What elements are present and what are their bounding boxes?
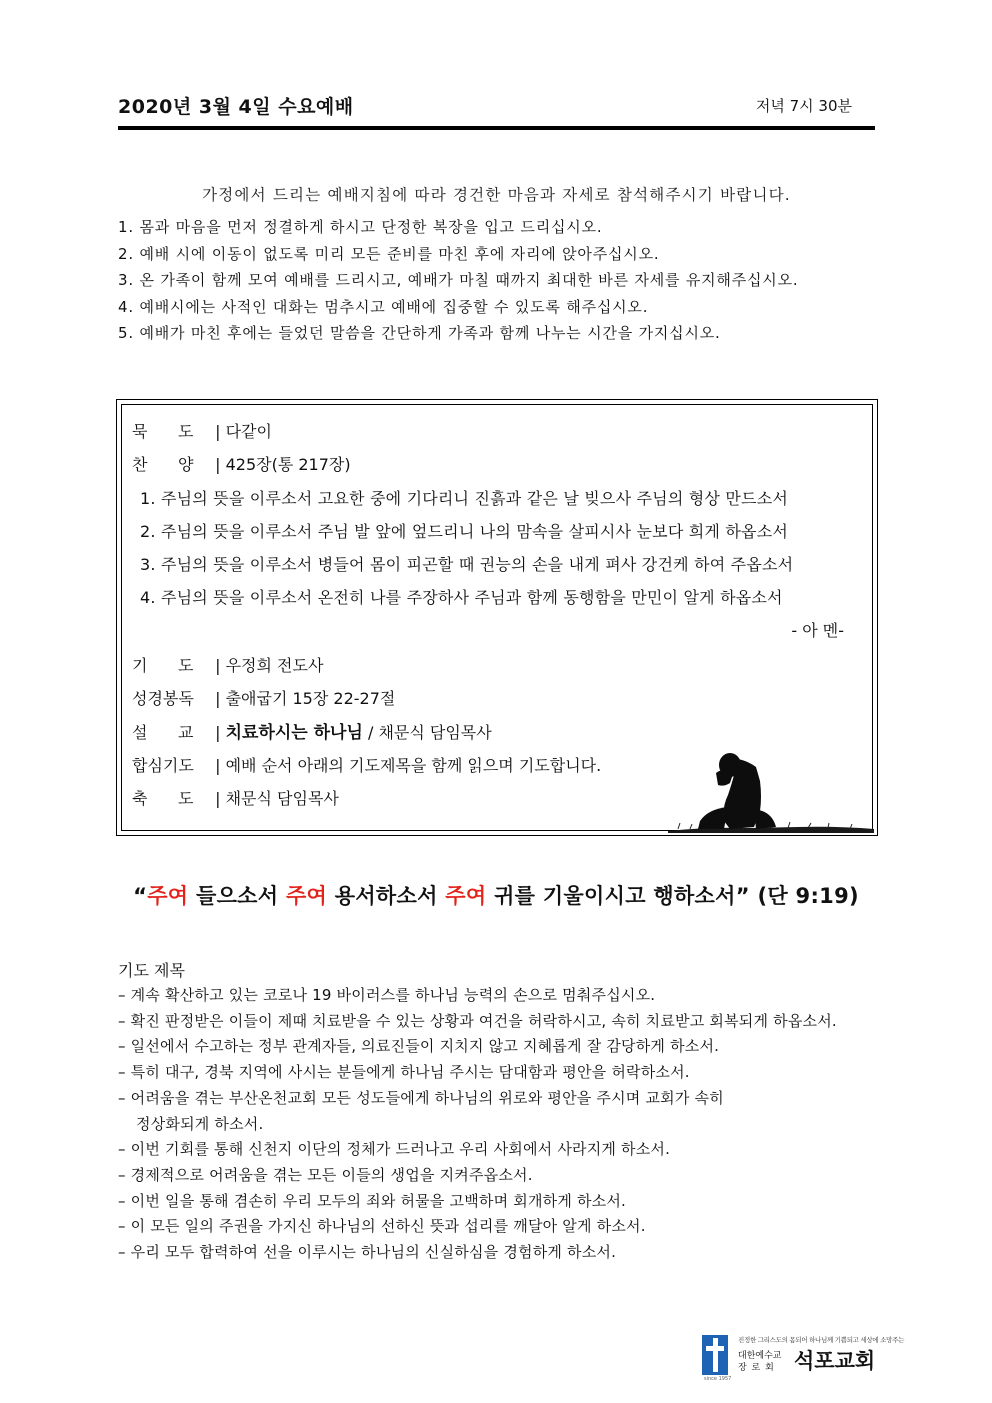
order-label: 합심기도 [132,756,194,775]
intro-text: 가정에서 드리는 예배지침에 따라 경건한 마음과 자세로 참석해주시기 바랍니다. [202,186,791,204]
order-separator: | [215,789,221,808]
order-unison [132,753,601,776]
amen: - 아 멘- [791,621,844,640]
scripture-verse [0,880,992,910]
worship-order-box [116,399,878,836]
order-value: 출애굽기 15장 22-27절 [225,689,396,708]
header-rule [118,126,875,130]
order-value: 다같이 [225,422,272,441]
hymn-lyric: 3. 주님의 뜻을 이루소서 병들어 몸이 피곤할 때 권능의 손을 내게 펴사 강건케 하여 주옵소서 [140,555,794,574]
guideline-item: 5. 예배가 마친 후에는 들었던 말씀을 간단하게 가족과 함께 나누는 시간을 가지십시오. [118,324,721,342]
order-prayer [132,653,323,676]
order-benediction [132,786,339,809]
kneeling-prayer-illustration [668,737,874,833]
order-hymn [132,452,351,475]
prayer-topic: – 확진 판정받은 이들이 제때 치료받을 수 있는 상황과 여건을 허락하시고, 속히 치료받고 회복되게 하옵소서. [118,1011,837,1030]
verse-text: 용서하소서 [327,884,446,908]
order-separator: | [215,455,221,474]
order-value: 우정희 전도사 [225,656,324,675]
order-label: 찬 양 [132,455,194,474]
guideline-list [118,214,878,347]
hymn-lyric: 4. 주님의 뜻을 이루소서 온전히 나를 주장하사 주님과 함께 동행함을 만민이 알게 하옵소서 [140,588,783,607]
logo-denomination: 대한예수교 [738,1351,782,1361]
prayer-topic-continued: 정상화되게 하소서. [136,1114,264,1133]
verse-text: 들으소서 [188,884,286,908]
prayer-topic: – 이번 일을 통해 겸손히 우리 모두의 죄와 허물을 고백하며 회개하게 하소서. [118,1191,627,1210]
prayer-topic: – 경제적으로 어려움을 겪는 모든 이들의 생업을 지켜주옵소서. [118,1165,533,1184]
order-separator: | [215,422,221,441]
order-value: 예배 순서 아래의 기도제목을 함께 읽으며 기도합니다. [225,756,602,775]
verse-open-quote: “ [133,884,148,908]
order-reading [132,686,395,709]
prayer-topic: – 특히 대구, 경북 지역에 사시는 분들에게 하나님 주시는 담대함과 평안을 허락하소서. [118,1063,690,1082]
hymn-lyric: 2. 주님의 뜻을 이루소서 주님 발 앞에 엎드리니 나의 맘속을 살피시사 눈보다 희게 하옵소서 [140,522,788,541]
logo-tagline: 진정한 그리스도의 몸되어 하나님께 기쁨되고 세상에 소망주는 [738,1336,905,1344]
verse-reference: (단 9:19) [749,884,859,908]
prayer-topic: – 어려움을 겪는 부산온천교회 모든 성도들에게 하나님의 위로와 평안을 주시며 교회가 속히 [118,1088,724,1107]
order-sermon [132,718,492,743]
worship-order-inner [121,404,873,831]
order-label: 묵 도 [132,422,194,441]
service-time: 저녁 7시 30분 [755,97,852,115]
sermon-preacher: / 채문식 담임목사 [367,723,492,742]
order-separator: | [215,656,221,675]
logo-since: since 1957 [704,1376,732,1382]
order-label: 기 도 [132,656,194,675]
prayer-topic: – 계속 확산하고 있는 코로나 19 바이러스를 하나님 능력의 손으로 멈춰주십시오. [118,986,656,1004]
prayer-topic: – 이번 기회를 통해 신천지 이단의 정체가 드러나고 우리 사회에서 사라지게 하소서. [118,1140,671,1159]
guideline-item: 3. 온 가족이 함께 모여 예배를 드리시고, 예배가 마칠 때까지 최대한 바른 자세를 유지해주십시오. [118,271,799,289]
verse-highlight: 주여 [445,884,487,908]
order-label: 성경봉독 [132,689,194,708]
guideline-item: 2. 예배 시에 이동이 없도록 미리 모든 준비를 마친 후에 자리에 앉아주십시오. [118,244,660,263]
guideline-item: 4. 예배시에는 사적인 대화는 멈추시고 예배에 집중할 수 있도록 해주십시오. [118,297,649,316]
prayer-topic: – 이 모든 일의 주권을 가지신 하나님의 선하신 뜻과 섭리를 깨달아 알게 하소서. [118,1217,646,1236]
order-value: 채문식 담임목사 [225,789,339,808]
prayer-topics-list [118,983,878,1266]
order-value: 425장(통 217장) [225,455,351,474]
prayer-topic: – 우리 모두 합력하여 선을 이루시는 하나님의 신실하심을 경험하게 하소서. [118,1243,617,1262]
order-separator: | [215,756,221,775]
logo-denomination-2: 장 로 회 [738,1363,775,1373]
prayer-topic: – 일선에서 수고하는 정부 관계자들, 의료진들이 지치지 않고 지혜롭게 잘 감당하게 하소서. [118,1037,720,1056]
logo-church-name: 석포교회 [794,1349,876,1373]
church-logo [702,1333,905,1382]
order-label: 설 교 [132,723,194,742]
verse-text: 귀를 기울이시고 행하소서” [486,884,750,908]
order-call [132,419,272,442]
guideline-item: 1. 몸과 마음을 먼저 정결하게 하시고 단정한 복장을 입고 드리십시오. [118,218,603,236]
verse-highlight: 주여 [147,884,189,908]
verse-highlight: 주여 [285,884,328,908]
order-label: 축 도 [132,789,194,808]
order-separator: | [215,723,221,742]
order-separator: | [215,689,221,708]
prayer-topics-heading: 기도 제목 [118,961,185,980]
hymn-lyric: 1. 주님의 뜻을 이루소서 고요한 중에 기다리니 진흙과 같은 날 빚으사 주님의 형상 만드소서 [140,489,788,508]
cross-icon [702,1335,728,1375]
page-title: 2020년 3월 4일 수요예배 [118,96,354,118]
sermon-title: 치료하시는 하나님 [225,723,363,743]
